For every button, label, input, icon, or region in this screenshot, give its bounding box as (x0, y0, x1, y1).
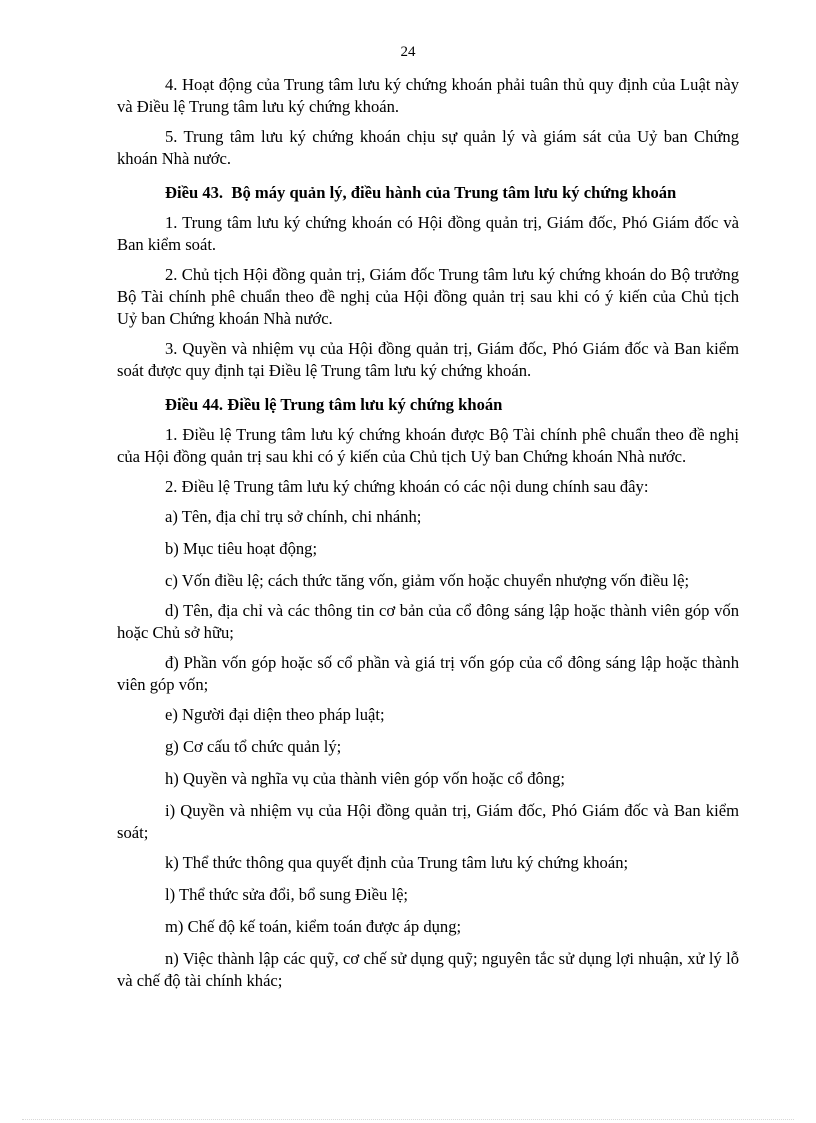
list-item: đ) Phần vốn góp hoặc số cổ phần và giá trị vốn góp của cổ đông sáng lập hoặc thành viên góp vốn; (117, 653, 739, 694)
paragraph: 2. Chủ tịch Hội đồng quản trị, Giám đốc Trung tâm lưu ký chứng khoán do Bộ trưởng Bộ Tài chính phê chuẩn theo đề nghị của Hội đồng quản trị sau khi có ý kiến của Chủ tịch Uỷ ban Chứng khoán Nhà nước. (117, 265, 739, 328)
list-item: b) Mục tiêu hoạt động; (165, 539, 318, 558)
article-44-heading: Điều 44. Điều lệ Trung tâm lưu ký chứng khoán (165, 395, 503, 414)
article-43-title: Bộ máy quản lý, điều hành của Trung tâm lưu ký chứng khoán (231, 183, 677, 202)
article-43-heading (117, 182, 739, 204)
paragraph: 4. Hoạt động của Trung tâm lưu ký chứng khoán phải tuân thủ quy định của Luật này và Điều lệ Trung tâm lưu ký chứng khoán. (117, 75, 739, 116)
list-item: i) Quyền và nhiệm vụ của Hội đồng quản trị, Giám đốc, Phó Giám đốc và Ban kiểm soát; (117, 801, 739, 842)
list-item: e) Người đại diện theo pháp luật; (165, 705, 385, 724)
list-item: m) Chế độ kế toán, kiểm toán được áp dụng; (165, 917, 462, 936)
paragraph: 1. Điều lệ Trung tâm lưu ký chứng khoán được Bộ Tài chính phê chuẩn theo đề nghị của Hội đồng quản trị sau khi có ý kiến của Chủ tịch Uỷ ban Chứng khoán Nhà nước. (117, 425, 739, 466)
paragraph: 3. Quyền và nhiệm vụ của Hội đồng quản trị, Giám đốc, Phó Giám đốc và Ban kiểm soát được quy định tại Điều lệ Trung tâm lưu ký chứng khoán. (117, 339, 739, 380)
paragraph: 2. Điều lệ Trung tâm lưu ký chứng khoán có các nội dung chính sau đây: (165, 477, 649, 496)
paragraph: 5. Trung tâm lưu ký chứng khoán chịu sự quản lý và giám sát của Uỷ ban Chứng khoán Nhà nước. (117, 127, 739, 168)
list-item: h) Quyền và nghĩa vụ của thành viên góp vốn hoặc cổ đông; (165, 769, 565, 788)
list-item: k) Thể thức thông qua quyết định của Trung tâm lưu ký chứng khoán; (165, 853, 629, 872)
page-bottom-divider (22, 1119, 794, 1120)
list-item: c) Vốn điều lệ; cách thức tăng vốn, giảm vốn hoặc chuyển nhượng vốn điều lệ; (165, 571, 690, 590)
article-43-number: Điều 43. (165, 183, 232, 202)
list-item: g) Cơ cấu tổ chức quản lý; (165, 737, 342, 756)
page-number: 24 (400, 44, 416, 60)
list-item: n) Việc thành lập các quỹ, cơ chế sử dụng quỹ; nguyên tắc sử dụng lợi nhuận, xử lý lỗ và chế độ tài chính khác; (117, 949, 739, 990)
list-item: l) Thể thức sửa đổi, bổ sung Điều lệ; (165, 885, 409, 904)
document-body (117, 74, 739, 1000)
list-item: a) Tên, địa chỉ trụ sở chính, chi nhánh; (165, 507, 422, 526)
list-item: d) Tên, địa chỉ và các thông tin cơ bản của cổ đông sáng lập hoặc thành viên góp vốn hoặc Chủ sở hữu; (117, 601, 739, 642)
paragraph: 1. Trung tâm lưu ký chứng khoán có Hội đồng quản trị, Giám đốc, Phó Giám đốc và Ban kiểm soát. (117, 213, 739, 254)
